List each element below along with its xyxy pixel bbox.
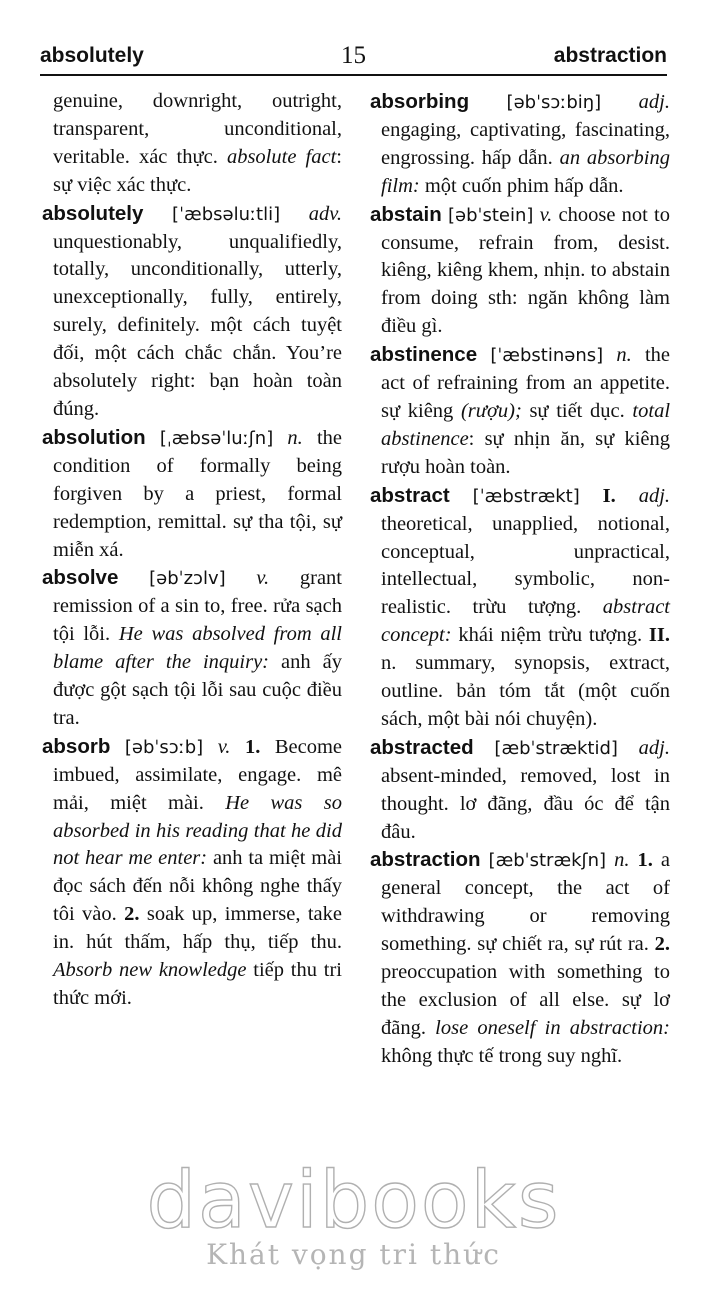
entry-text: choose not to consume, refrain from, desist. kiêng, kiêng khem, nhịn. to abstain from doing sth: ngăn không làm điều gì. [381, 203, 670, 338]
entry-text: the condition of formally being forgiven by a priest, formal redemption, remittal. sự tha tội, sự miễn xá. [53, 426, 343, 561]
entry-text: anh ấy được gột sạch tội lỗi sau cuộc điều tra. [53, 651, 343, 729]
entry-text: (rượu); [460, 399, 522, 422]
entry-absolve [42, 564, 342, 732]
entry-text: unquestionably, unqualifiedly, totally, unconditionally, utterly, unexceptionally, fully, entirely, surely, definitely. một cách tuyệt đối, một cách chắc chắn. You’re absolutely right: bạn hoàn toàn đúng. [53, 230, 342, 420]
entry-text [629, 849, 637, 871]
pronunciation: [əbˈsɔːbiŋ] [506, 92, 602, 113]
entry-text: II. [648, 624, 670, 647]
entry-text: v. [256, 567, 270, 590]
entry-text: 1. [244, 735, 261, 758]
entry-absorb [42, 733, 342, 1013]
right-guide-word: abstraction [553, 44, 667, 67]
entry-text: adj. [638, 736, 670, 759]
watermark-brand: davibooks [146, 1156, 561, 1246]
entry-genuine-cont [42, 88, 342, 200]
pronunciation: [æbˈstrækʃn] [488, 850, 607, 872]
pronunciation: [æbˈstræktid] [494, 737, 618, 759]
entry-text [110, 736, 125, 758]
pronunciation: [əbˈsɔːb] [124, 736, 204, 758]
entry-text: n. [614, 849, 630, 872]
entry-text [481, 849, 489, 871]
headword: abstracted [370, 735, 474, 759]
entry-text: 2. [654, 933, 670, 956]
entry-text [601, 91, 638, 113]
right-column [370, 88, 670, 1071]
left-guide-word: absolutely [40, 44, 144, 67]
headword: absolution [42, 425, 146, 449]
entry-text: khái niệm trừu tượng. [451, 624, 649, 647]
entry-text [203, 736, 218, 758]
entry-text: : sự nhịn ăn, sự kiêng rượu hoàn toàn. [381, 427, 670, 478]
entry-text [226, 567, 257, 589]
entry-text [477, 344, 490, 366]
entry-text: engaging, captivating, fascinating, engrossing. hấp dẫn. [381, 118, 670, 169]
entry-text: soak up, immerse, take in. hút thấm, hấp thụ, tiếp thu. [53, 903, 343, 954]
entry-text: He was so absorbed in his reading that he did not hear me enter: [53, 791, 342, 870]
entry-abstraction [370, 846, 670, 1070]
pronunciation: [ˈæbstrækt] [472, 485, 580, 507]
entry-text: một cuốn phim hấp dẫn. [419, 174, 624, 197]
pronunciation: [əbˈstein] [447, 204, 534, 226]
entry-abstracted [370, 734, 670, 847]
pronunciation: [ˈæbstinəns] [490, 345, 604, 367]
entry-text [618, 737, 639, 759]
headword: abstinence [370, 343, 478, 367]
entry-text [606, 849, 614, 871]
entry-text [580, 485, 603, 507]
page-header [40, 44, 667, 74]
headword: abstraction [370, 848, 481, 872]
entry-abstinence [370, 341, 670, 482]
entry-text: absolute fact [226, 145, 337, 168]
headword: absorb [42, 734, 111, 758]
entry-text: Absorb new knowledge [53, 959, 247, 982]
entry-text [474, 737, 495, 759]
header-rule [40, 74, 667, 76]
entry-text: n. summary, synopsis, extract, outline. bản tóm tắt (một cuốn sách, một bài nói chuyện). [381, 652, 670, 730]
headword: absolutely [42, 201, 144, 225]
entry-text [230, 736, 245, 758]
entry-text: grant remission of a sin to, free. rửa sạch tội lỗi. [53, 567, 343, 646]
entry-text: I. [602, 484, 616, 507]
headword: absolve [42, 566, 119, 590]
entry-text: Become imbued, assimilate, engage. mê mải, miệt mài. [53, 735, 343, 814]
entry-text: v. [539, 203, 553, 226]
entry-text [469, 91, 506, 113]
headword: abstract [370, 483, 450, 507]
entry-text [146, 427, 160, 449]
entry-text: tiếp thu tri thức mới. [53, 959, 342, 1009]
entry-text: sự tiết dục. [521, 399, 633, 422]
entry-text: 2. [124, 903, 140, 926]
entry-text: n. [287, 426, 303, 449]
entry-text [143, 203, 172, 225]
entry-text: anh ta miệt mài đọc sách đến nỗi không nghe thấy tôi vào. [53, 847, 342, 926]
entry-text [603, 344, 616, 366]
entry-text [450, 485, 473, 507]
entry-text: genuine, downright, outright, transparent, unconditional, veritable. xác thực. [53, 90, 342, 168]
entry-text: lose oneself in abstraction: [435, 1016, 670, 1039]
watermark [0, 1156, 707, 1271]
headword: absorbing [370, 90, 470, 113]
headword: abstain [370, 202, 442, 226]
entry-text: n. [616, 344, 632, 367]
entry-text: : sự việc xác thực. [53, 145, 342, 196]
left-column [42, 88, 342, 1013]
entry-text: adj. [638, 91, 670, 113]
entry-text: theoretical, unapplied, notional, conceptual, unpractical, intellectual, symbolic, non-realistic. trừu tượng. [381, 512, 670, 619]
entry-text: He was absolved from all blame after the inquiry: [53, 623, 342, 674]
entry-text [616, 485, 639, 507]
entry-text: absent-minded, removed, lost in thought. lơ đãng, đầu óc để tận đâu. [381, 764, 670, 843]
entry-text: preoccupation with something to the exclusion of all else. sự lơ đãng. [381, 961, 670, 1039]
entry-text: a general concept, the act of withdrawing or removing something. sự chiết ra, sự rút ra. [381, 849, 671, 956]
entry-absolution [42, 424, 342, 565]
entry-text: abstract concept: [381, 596, 670, 647]
pronunciation: [ˈæbsəluːtli] [172, 203, 281, 225]
entry-text: an absorbing film: [381, 146, 670, 197]
entry-text [273, 427, 287, 449]
entry-text: không thực tế trong suy nghĩ. [381, 1044, 623, 1067]
entry-text: adv. [308, 202, 342, 225]
entry-text [118, 567, 149, 589]
entry-abstract [370, 482, 670, 734]
pronunciation: [əbˈzɔlv] [149, 568, 226, 590]
entry-text: total abstinence [381, 399, 671, 450]
entry-text: v. [217, 735, 231, 758]
entry-abstain [370, 201, 670, 342]
entry-text: the act of refraining from an appetite. sự kiêng [381, 344, 670, 422]
entry-absolutely [42, 200, 342, 424]
entry-text: 1. [637, 849, 653, 872]
pronunciation: [ˌæbsəˈluːʃn] [159, 427, 274, 449]
watermark-slogan: Khát vọng tri thức [206, 1238, 501, 1271]
page-number: 15 [341, 42, 366, 69]
entry-text: adj. [638, 484, 671, 507]
entry-absorbing [370, 88, 670, 201]
entry-text [280, 203, 309, 225]
